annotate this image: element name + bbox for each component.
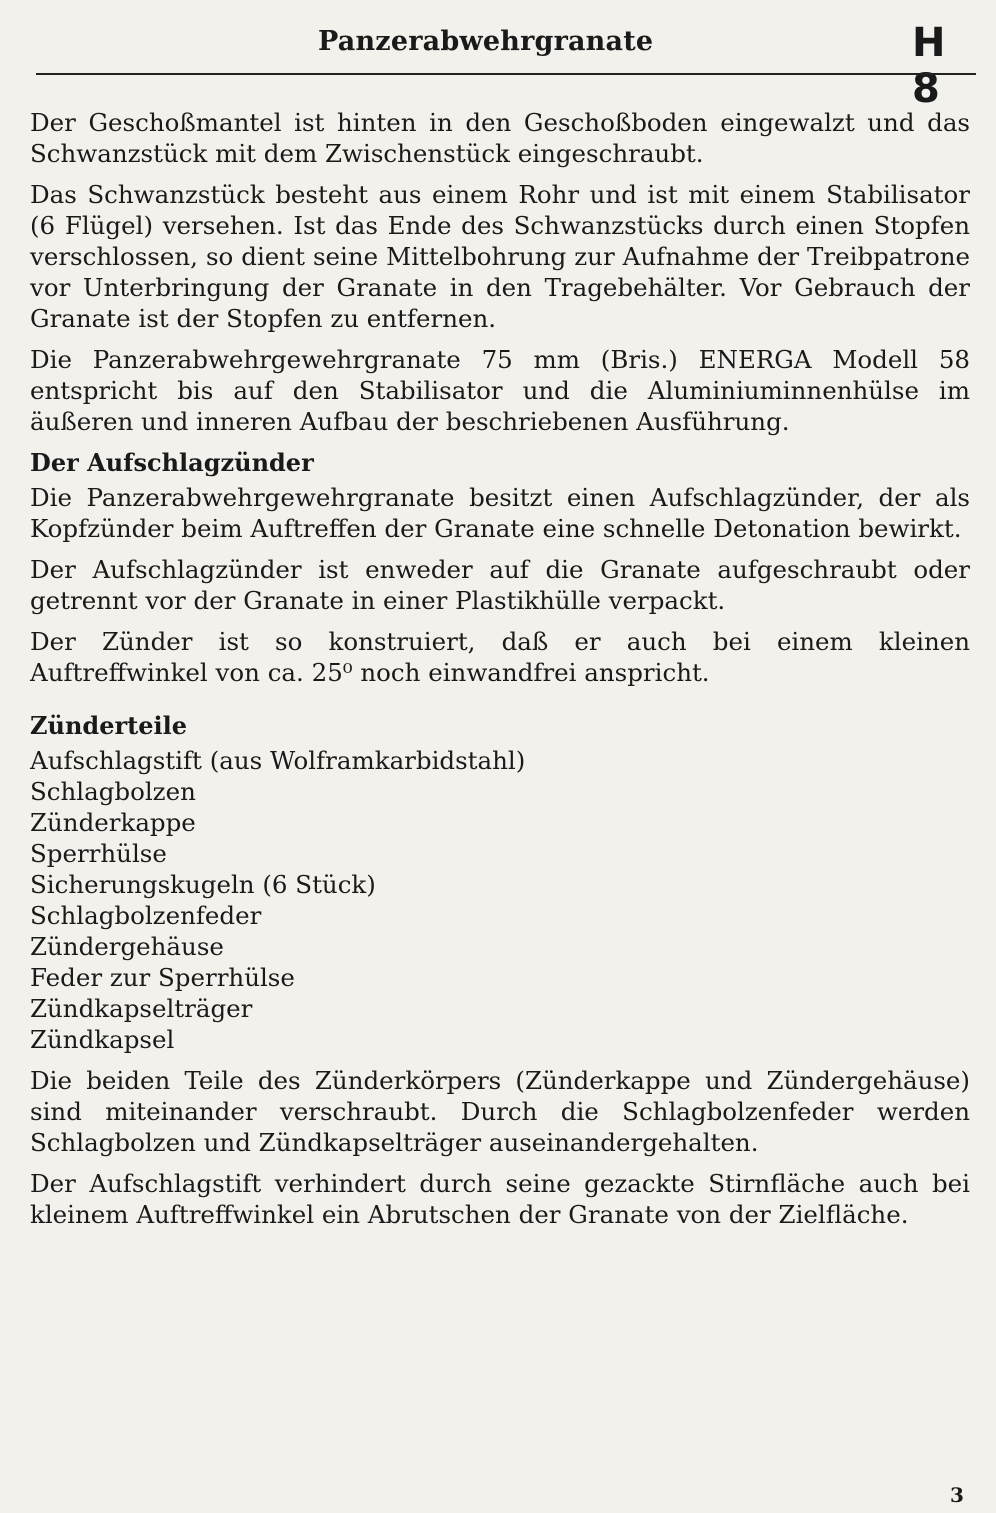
list-item: Zünderkappe — [30, 808, 196, 837]
paragraph: Der Zünder ist so konstruiert, daß er auch bei einem kleinen Auftreffwinkel von ca. 25⁰ noch einwandfrei anspricht. — [30, 627, 970, 687]
section-code: H 8 — [912, 20, 950, 112]
paragraph: Der Aufschlagstift verhindert durch seine gezackte Stirnfläche auch bei kleinem Auftreffwinkel ein Abrutschen der Granate von der Zielfläche. — [30, 1169, 970, 1229]
section-heading-aufschlagzuender: Der Aufschlagzünder — [30, 448, 314, 477]
list-item: Feder zur Sperrhülse — [30, 963, 295, 992]
paragraph: Die Panzerabwehrgewehrgranate 75 mm (Bris.) ENERGA Modell 58 entspricht bis auf den Stabilisator und die Aluminiuminnenhülse im äußeren und inneren Aufbau der beschriebenen Ausführung. — [30, 345, 970, 436]
list-item: Sicherungskugeln (6 Stück) — [30, 870, 376, 899]
parts-list — [30, 745, 970, 1055]
list-item: Zündergehäuse — [30, 932, 224, 961]
header-divider — [36, 73, 976, 75]
list-item: Schlagbolzen — [30, 777, 196, 806]
paragraph: Der Geschoßmantel ist hinten in den Geschoßboden eingewalzt und das Schwanzstück mit dem Zwischenstück eingeschraubt. — [30, 108, 970, 168]
list-item: Zündkapsel — [30, 1025, 175, 1054]
list-item: Aufschlagstift (aus Wolframkarbidstahl) — [30, 746, 526, 775]
page-number: 3 — [950, 1483, 964, 1507]
paragraph: Die beiden Teile des Zünderkörpers (Zünderkappe und Zündergehäuse) sind miteinander verschraubt. Durch die Schlagbolzenfeder werden Schlagbolzen und Zündkapselträger auseinandergehalten. — [30, 1066, 970, 1157]
paragraph: Der Aufschlagzünder ist enweder auf die Granate aufgeschraubt oder getrennt vor der Granate in einer Plastikhülle verpackt. — [30, 555, 970, 615]
paragraph: Die Panzerabwehrgewehrgranate besitzt einen Aufschlagzünder, der als Kopfzünder beim Auftreffen der Granate eine schnelle Detonation bewirkt. — [30, 483, 970, 543]
body-text — [30, 107, 970, 1240]
page-title: Panzerabwehrgranate — [318, 26, 654, 57]
list-item: Schlagbolzenfeder — [30, 901, 262, 930]
list-item: Sperrhülse — [30, 839, 167, 868]
section-heading-zuenderteile: Zünderteile — [30, 711, 187, 740]
paragraph: Das Schwanzstück besteht aus einem Rohr und ist mit einem Stabilisator (6 Flügel) versehen. Ist das Ende des Schwanzstücks durch einen Stopfen verschlossen, so dient seine Mittelbohrung zur Aufnahme der Treibpatrone vor Unterbringung der Granate in den Tragebehälter. Vor Gebrauch der Granate ist der Stopfen zu entfernen. — [30, 180, 970, 333]
list-item: Zündkapselträger — [30, 994, 253, 1023]
